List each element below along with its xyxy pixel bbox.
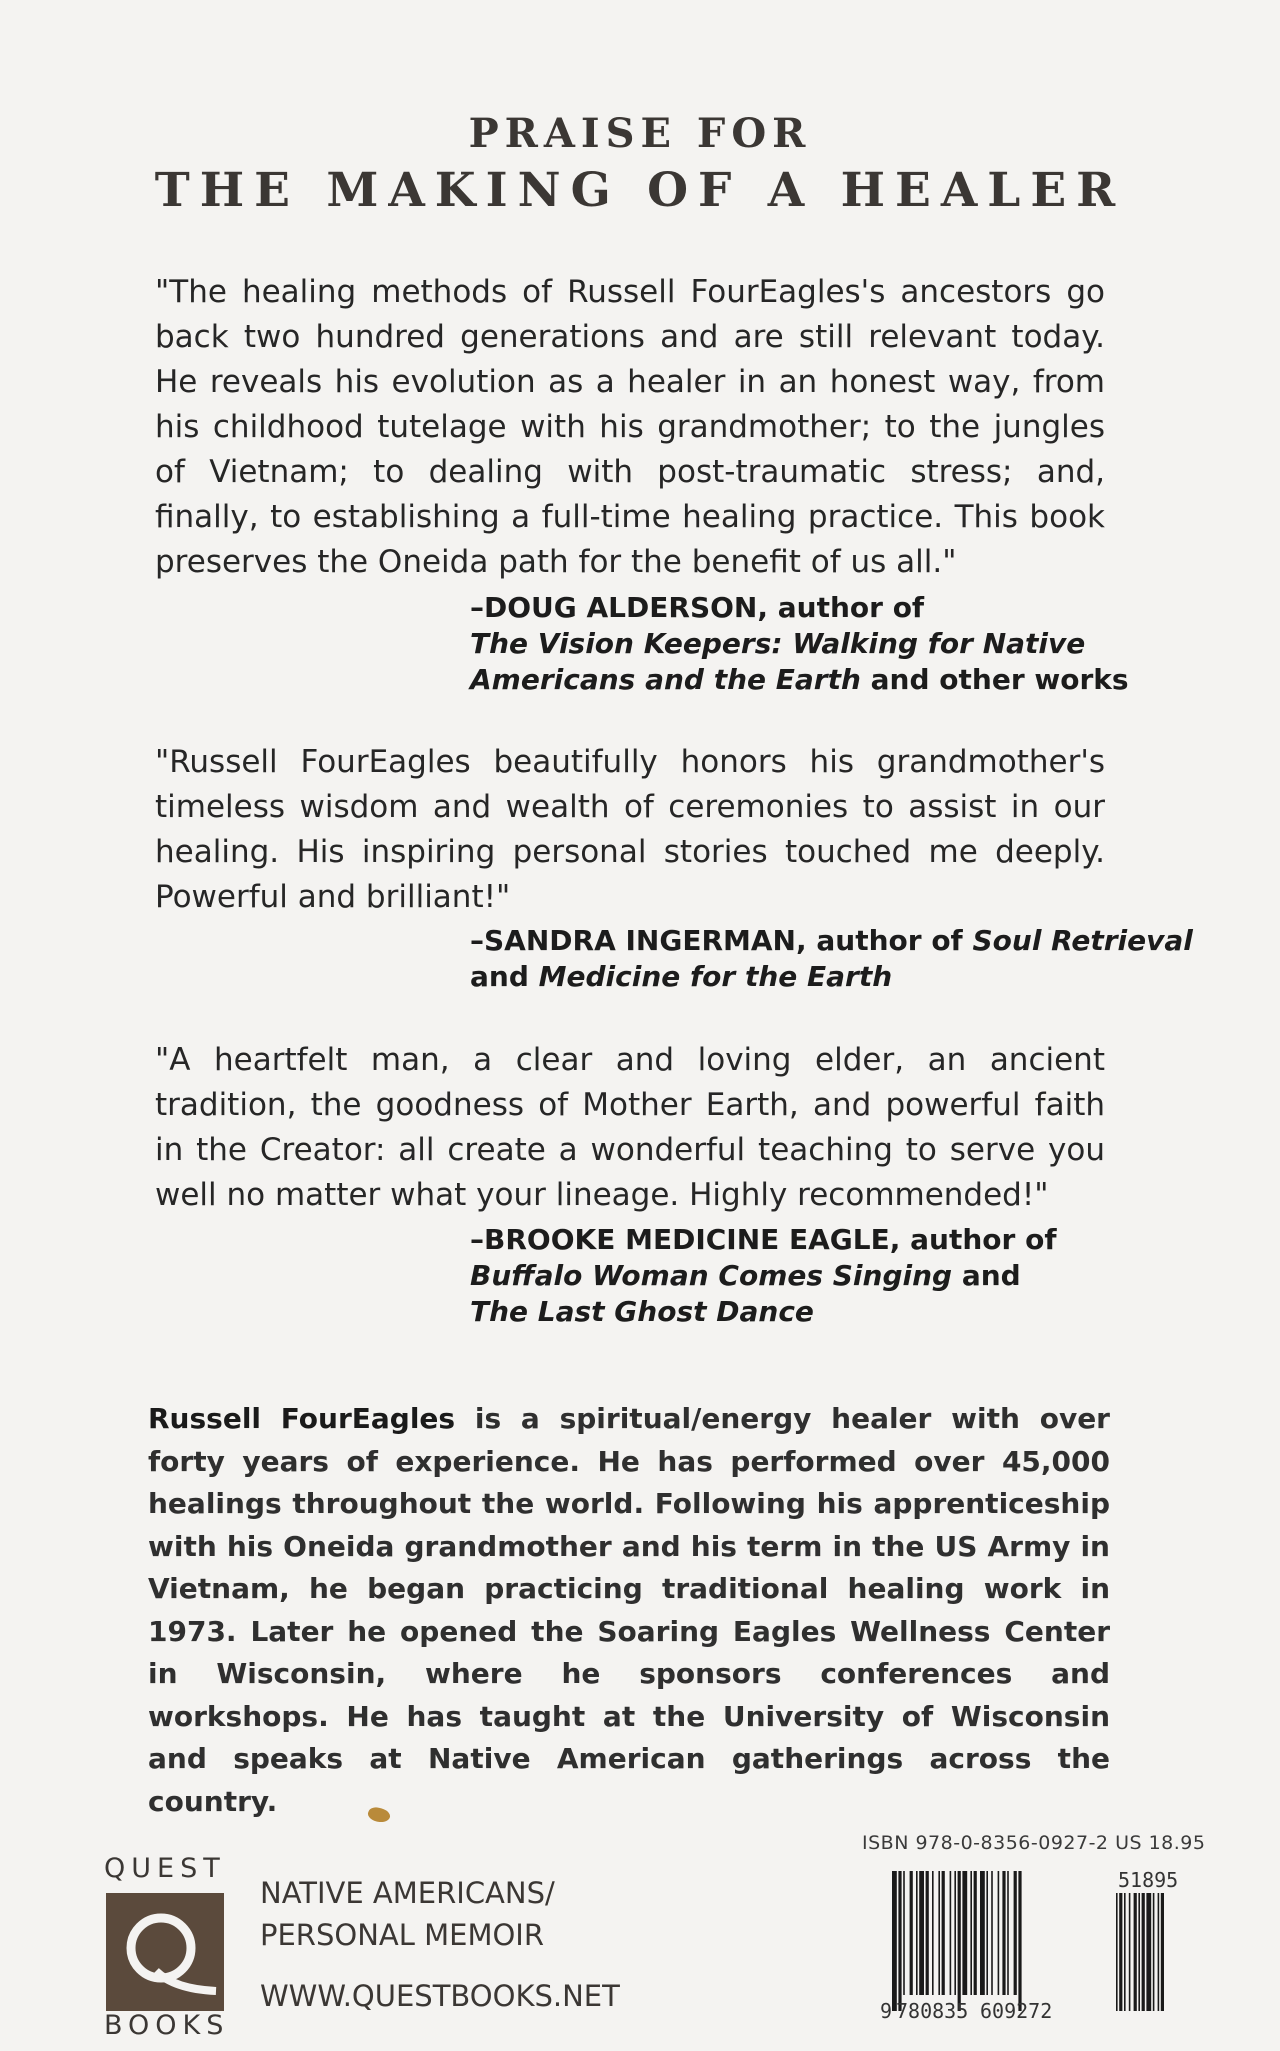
praise-quote-3: "A heartfelt man, a clear and loving elder, an ancient tradition, the goodness of Mother Earth, and powerful faith in the Creator: all create a wonderful teaching to serve you well no matter what your lineage. Highly recommended!"	[155, 1042, 1105, 1213]
barcode-bar	[942, 1871, 945, 1995]
barcode-addon-bar	[1129, 1893, 1131, 2011]
barcode-bar	[980, 1871, 985, 1995]
book-title-heading: THE MAKING OF A HEALER	[154, 163, 1126, 218]
publisher-logo-top-text: QUEST	[104, 1853, 226, 1884]
barcode-bar	[962, 1871, 967, 1995]
barcode-bar	[916, 1871, 918, 1995]
quest-logo-icon	[106, 1893, 224, 2011]
publisher-website: WWW.QUESTBOOKS.NET	[260, 1979, 620, 2013]
barcode-addon-bar	[1119, 1893, 1122, 2011]
barcode-addon-bar	[1142, 1893, 1145, 2011]
quote-2-author: –SANDRA INGERMAN,	[470, 924, 807, 957]
barcode-bar	[998, 1871, 1000, 1995]
quote-2-work: Soul Retrieval	[972, 924, 1193, 957]
quote-1-author: –DOUG ALDERSON,	[470, 591, 768, 624]
quote-1-work: The Vision Keepers: Walking for Native	[470, 627, 1086, 660]
barcode-bar	[898, 1871, 901, 2011]
barcode-bar	[926, 1871, 929, 1995]
quote-2-attribution: –SANDRA INGERMAN, author of Soul Retrieval and Medicine for the Earth	[470, 924, 1193, 993]
barcode-addon-bar	[1161, 1893, 1164, 2011]
barcode-bar	[1007, 1871, 1009, 1995]
book-category: NATIVE AMERICANS/ PERSONAL MEMOIR	[260, 1876, 555, 1952]
barcode-bar	[950, 1871, 952, 1995]
barcode-bar	[932, 1871, 934, 1995]
author-name: Russell FourEagles	[148, 1402, 456, 1435]
barcode-addon-bar	[1124, 1893, 1126, 2011]
barcode-icon	[880, 1871, 1220, 2021]
barcode-bar	[974, 1871, 977, 1995]
barcode-bar	[958, 1871, 961, 2011]
barcode-bar	[970, 1871, 972, 1995]
barcode-bar	[1002, 1871, 1005, 1995]
barcode-bar	[991, 1871, 993, 1995]
barcode-addon-bar	[1153, 1893, 1155, 2011]
barcode-digits-right: 609272	[980, 1999, 1053, 2021]
barcode-digits-left: 780835	[896, 1999, 969, 2021]
barcode-addon-bar	[1138, 1893, 1140, 2011]
isbn-price-label: ISBN 978-0-8356-0927-2 US 18.95	[862, 1832, 1206, 1854]
quote-1-attribution: –DOUG ALDERSON, author of The Vision Keepers: Walking for Native Americans and the Earth and other works	[470, 591, 1129, 696]
barcode-addon-bar	[1158, 1893, 1160, 2011]
barcode-bar	[892, 1871, 897, 2011]
barcode-bar	[954, 1871, 956, 1995]
barcode-bar	[938, 1871, 940, 1995]
author-bio: Russell FourEagles is a spiritual/energy healer with over forty years of experience. He has performed over 45,000 healings throughout the world. Following his apprenticeship with his Oneida grandmother and his term in the US Army in Vietnam, he began practicing traditional healing work in 1973. Later he opened the Soaring Eagles Wellness Center in Wisconsin, where he sponsors conferences and workshops. He has taught at the University of Wisconsin and speaks at Native American gatherings across the country.	[148, 1402, 1110, 1818]
praise-quote-2: "Russell FourEagles beautifully honors his grandmother's timeless wisdom and wealth of ceremonies to assist in our healing. His inspiring personal stories touched me deeply. Powerful and brilliant!"	[155, 744, 1105, 915]
barcode-price-code: 51895	[1118, 1871, 1179, 1892]
barcode-bar	[910, 1871, 913, 1995]
quote-3-attribution: –BROOKE MEDICINE EAGLE, author of Buffalo Woman Comes Singing and The Last Ghost Dance	[470, 1223, 1057, 1328]
quote-3-author: –BROOKE MEDICINE EAGLE,	[470, 1223, 901, 1256]
barcode-addon-bar	[1116, 1893, 1118, 2011]
publisher-logo-bottom-text: BOOKS	[104, 2010, 230, 2041]
praise-heading: PRAISE FOR	[468, 110, 812, 157]
barcode-bar	[903, 1871, 905, 1995]
barcode-bar	[1014, 1871, 1017, 1995]
barcode-bar	[1018, 1871, 1021, 2011]
barcode-digit-first: 9	[880, 1999, 893, 2021]
praise-quote-1: "The healing methods of Russell FourEagles's ancestors go back two hundred generations and are still relevant today. He reveals his evolution as a healer in an honest way, from his childhood tutelage with his grandmother; to the jungles of Vietnam; to dealing with post-traumatic stress; and, finally, to establishing a full-time healing practice. This book preserves the Oneida path for the benefit of us all."	[155, 274, 1105, 580]
barcode-bar	[919, 1871, 924, 1995]
barcode-addon-bar	[1134, 1893, 1137, 2011]
barcode-bar	[986, 1871, 988, 1995]
quote-3-work: Buffalo Woman Comes Singing	[470, 1259, 953, 1292]
barcode-addon-bar	[1146, 1893, 1151, 2011]
